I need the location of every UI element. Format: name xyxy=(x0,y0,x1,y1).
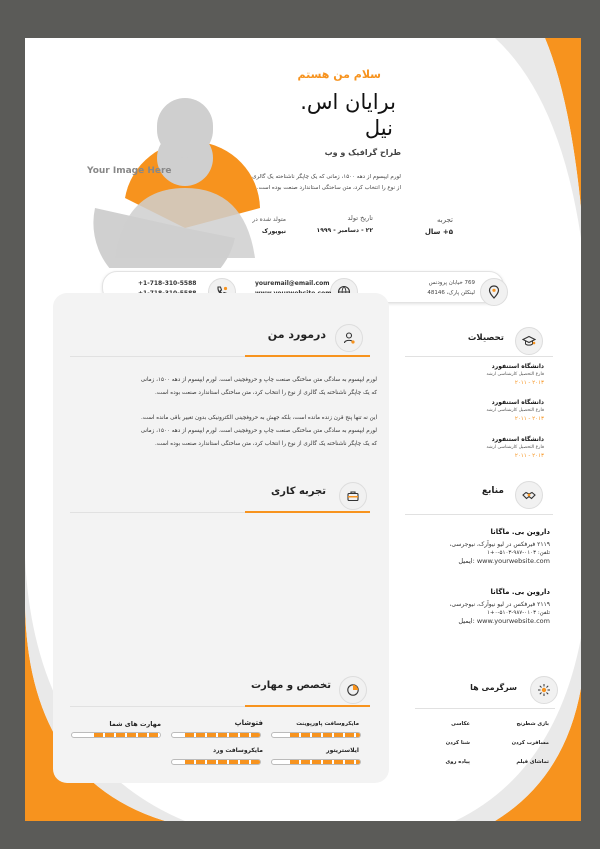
skills-title: تخصص و مهارت xyxy=(251,680,331,691)
education-item-2: دانشگاه استنفورد فارغ التحصیل کارشناسی ارشد ۲۰۱۳ - ۲۰۱۱ xyxy=(486,399,544,422)
skill-name-4: ایلاستریتور xyxy=(326,747,359,754)
name-line1: برایان اس. xyxy=(300,90,396,114)
skill-name-2: فتوشاپ xyxy=(234,719,263,727)
pie-chart-icon xyxy=(339,676,367,704)
skill-bar-3 xyxy=(71,732,161,738)
resume-page xyxy=(25,38,581,821)
skill-name-5: مایکروسافت ورد xyxy=(213,747,263,754)
handshake-icon xyxy=(515,481,543,509)
education-divider xyxy=(405,356,553,357)
contact-address: 769 خیابان پرودنس لینکلن پارک، 48146 xyxy=(427,280,475,296)
name-line2: نیل xyxy=(364,116,393,140)
photo-placeholder: Your Image Here xyxy=(87,166,172,176)
fact-experience: تجربه ۵+ سال xyxy=(424,216,453,236)
skill-bar-2 xyxy=(171,732,261,738)
hobby-3: مسافرت کردن xyxy=(511,740,549,746)
about-text: لورم ایپسوم به سادگی متن ساختگی صنعت چاپ و حروفچینی است. لورم ایپسوم از دهه ۱۵۰۰، زمانی که یک چاپگر ناشناخته یک گالری از نوع را انتخاب کرد، متن ساختگی استاندارد صنعت بوده است. این نه تنها پنج قرن زنده مانده است، بلکه جهش به حروفچینی الکترونیکی بدون تغییر باقی مانده است. لورم ایپسوم به سادگی متن ساختگی صنعت چاپ و حروفچینی است. لورم ایپسوم از دهه ۱۵۰۰، زمانی که یک چاپگر ناشناخته یک گالری از نوع را انتخاب کرد، متن ساختگی استاندارد صنعت بوده است. xyxy=(140,377,377,447)
job-title: طراح گرافیک و وب xyxy=(324,148,401,157)
email-link[interactable]: youremail@email.com xyxy=(255,280,330,287)
skill-bar-1 xyxy=(271,732,361,738)
hobbies-icon xyxy=(530,676,558,704)
fact-birthdate: تاریخ تولد ۲۲ - دسامبر - ۱۹۹۹ xyxy=(316,214,373,234)
hobby-4: شنا کردن xyxy=(445,740,470,746)
graduation-cap-icon xyxy=(515,327,543,355)
references-title: منابع xyxy=(481,486,504,496)
skill-bar-5 xyxy=(171,759,261,765)
experience-accent xyxy=(245,511,370,513)
main-panel xyxy=(53,293,389,783)
contact-phones: +1-718-310-5588 xyxy=(138,280,197,287)
skill-name-1: مایکروسافت پاورپوینت xyxy=(296,721,359,727)
hobby-5: تماشای فیلم xyxy=(516,759,549,765)
education-item-1: دانشگاه استنفورد فارغ التحصیل کارشناسی ارشد ۲۰۱۳ - ۲۰۱۱ xyxy=(486,363,544,386)
user-icon xyxy=(335,324,363,352)
skill-name-3: مهارت های شما xyxy=(109,720,161,728)
hobbies-title: سرگرمی ها xyxy=(470,683,517,692)
hobby-2: عکاسی xyxy=(451,721,470,727)
education-item-3: دانشگاه استنفورد فارغ التحصیل کارشناسی ارشد ۲۰۱۳ - ۲۰۱۱ xyxy=(486,436,544,459)
hobby-6: پیاده روی xyxy=(445,759,470,765)
fact-birthplace: متولد شده در نیویورک xyxy=(252,216,286,235)
greeting: سلام من هستم xyxy=(297,68,381,81)
references-divider xyxy=(405,514,553,515)
experience-title: تجربه کاری xyxy=(271,486,326,497)
hobbies-divider xyxy=(415,708,555,709)
hobby-1: بازی شطرنج xyxy=(516,721,549,727)
intro-text: لورم ایپسوم از دهه ۱۵۰۰، زمانی که یک چاپگر ناشناخته یک گالری از نوع را انتخاب کرد، متن ساختگی استاندارد صنعت بوده است. xyxy=(252,174,401,191)
skill-bar-4 xyxy=(271,759,361,765)
skills-accent xyxy=(245,705,370,707)
briefcase-icon xyxy=(339,482,367,510)
education-title: تحصیلات xyxy=(467,333,504,343)
reference-item-1: داروین بی. ماگانا ۲۱۱۹ فیرفکس در لیو نیوآرک، نیوجرسی، تلفن: ۰۱۰۳-۹۸۷-۵۱۰۳-۰+۱ www.yourwebsite.com :ایمیل xyxy=(449,528,550,565)
about-title: درمورد من xyxy=(267,328,326,341)
reference-item-2: داروین بی. ماگانا ۲۱۱۹ فیرفکس در لیو نیوآرک، نیوجرسی، تلفن: ۰۱۰۳-۹۸۷-۵۱۰۳-۰+۱ www.yourwebsite.com :ایمیل xyxy=(449,588,550,625)
about-accent xyxy=(245,355,370,357)
location-icon xyxy=(480,278,508,306)
